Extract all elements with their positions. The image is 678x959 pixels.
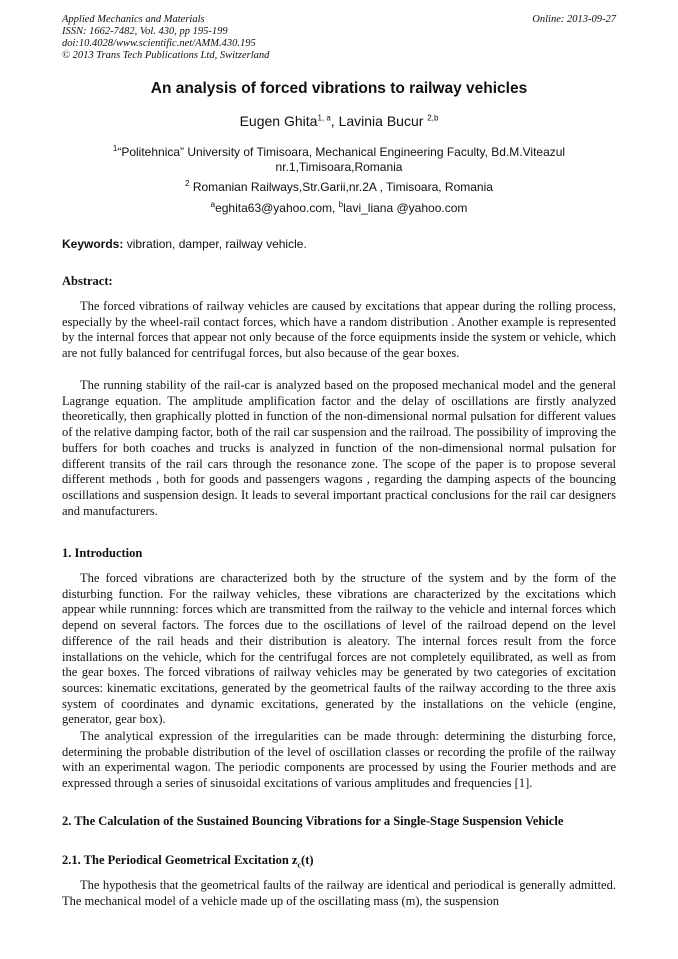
author-line	[62, 113, 616, 129]
subsection-subscript: c	[297, 860, 302, 870]
issn: ISSN: 1662-7482, Vol. 430, pp 195-199	[62, 26, 228, 37]
section-1-heading: 1. Introduction	[62, 546, 143, 560]
journal-name: Applied Mechanics and Materials	[62, 14, 205, 25]
author-name: Eugen Ghita	[239, 113, 318, 129]
affiliation-sup: 2	[185, 179, 190, 188]
paper-title: An analysis of forced vibrations to railway vehicles	[150, 80, 528, 97]
email-b[interactable]: lavi_liana @yahoo.com	[343, 201, 468, 215]
subsection-title-tail: (t)	[301, 853, 314, 867]
affiliation-text: Romanian Railways,Str.Garii,nr.2A , Timisoara, Romania	[192, 180, 493, 194]
copyright: © 2013 Trans Tech Publications Ltd, Switzerland	[62, 50, 270, 61]
subsection-2-1-heading	[62, 853, 616, 869]
doi[interactable]: doi:10.4028/www.scientific.net/AMM.430.195	[62, 38, 256, 49]
author-sup: 2,b	[427, 113, 439, 123]
abstract-paragraph-2: The running stability of the rail-car is analyzed based on the proposed mechanical model and the general Lagrange equation. The amplitude amplification factor and the delay of oscillations are firstly analyzed theoretically, then graphically plotted in function of the non-dimensional normal pulsation for different values of the relative damping factor, both of the rail car suspension and the railroad. The possibility of improving the buffers for both coaches and trucks is analyzed in function of the non-dimensional normal pulsation for different transits of the rail cars through the resonance zone. The scope of the paper is to propose several different methods , both for goods and passengers wagons , regarding the damping aspects of the bouncing oscillations and suspension design. It leads to several important practical conclusions for the rail car designers and manufacturers.	[62, 378, 616, 518]
email-sup: b	[338, 200, 344, 209]
keywords-label: Keywords:	[62, 237, 124, 251]
author-name: Lavinia Bucur	[338, 113, 424, 129]
email-a[interactable]: eghita63@yahoo.com,	[215, 201, 339, 215]
keywords	[62, 237, 616, 251]
email-sup: a	[210, 200, 216, 209]
affiliation-sup: 1	[112, 144, 118, 153]
section-1-paragraph-2: The analytical expression of the irregularities can be made through: determining the disturbing force, determining the probable distribution of the level of oscillation classes or recording the profile of the railway with an experimental wagon. The periodic components are processed by using the Fourier methods and are expressed through a series of sinusoidal excitations of various amplitudes and frequencies [1].	[62, 729, 616, 791]
abstract-heading: Abstract:	[62, 274, 113, 288]
subsection-title: 2.1. The Periodical Geometrical Excitation z	[62, 853, 298, 867]
journal-header	[62, 14, 616, 62]
section-2-paragraph-1: The hypothesis that the geometrical faults of the railway are identical and periodical is generally admitted. The mechanical model of a vehicle made up of the oscillating mass (m), the suspension	[62, 878, 616, 908]
author-separator: ,	[330, 113, 339, 129]
abstract-paragraph-1: The forced vibrations of railway vehicles are caused by excitations that appear during the rolling process, especially by the wheel-rail contact forces, which have a random distribution . Another example is represented by the internal forces that appear not only because of the force equipments inside the system or vehicle, which are not fully balanced for centrifugal forces, but also because of the gear boxes.	[62, 299, 616, 361]
section-2-heading: 2. The Calculation of the Sustained Bouncing Vibrations for a Single-Stage Suspension Vehicle	[62, 814, 564, 828]
section-1-paragraph-1: The forced vibrations are characterized both by the structure of the system and by the form of the disturbing function. For the railway vehicles, these vibrations are characterized by the excitations which appear while runnning: forces which are transmitted from the railway to the vehicle and internal forces which depend on several factors. The forces due to the oscillations of level of the railroad depend on the level difference of the rail heads and their distribution is aleatory. The internal forces result from the force installations on the vehicle, which for the centrifugal forces are not completely equilibrated, as well as from the gear boxes. The forced vibrations of railway vehicles may be generated by two categories of excitation sources: kinematic excitations, generated by the geometrical faults of the railway according to the three axis system of coordinates and dynamic excitations, generated by the installations on the vehicle (engine, generator, gear box).	[62, 571, 616, 727]
affiliation-1	[62, 145, 616, 175]
emails	[62, 201, 616, 216]
keywords-text: vibration, damper, railway vehicle.	[123, 237, 307, 251]
affiliation-text: “Politehnica” University of Timisoara, Mechanical Engineering Faculty, Bd.M.Viteazul nr.1,Timisoara,Romania	[117, 145, 566, 174]
online-date: Online: 2013-09-27	[532, 14, 616, 25]
affiliation-2	[62, 180, 616, 195]
author-sup: 1, a	[317, 113, 331, 123]
